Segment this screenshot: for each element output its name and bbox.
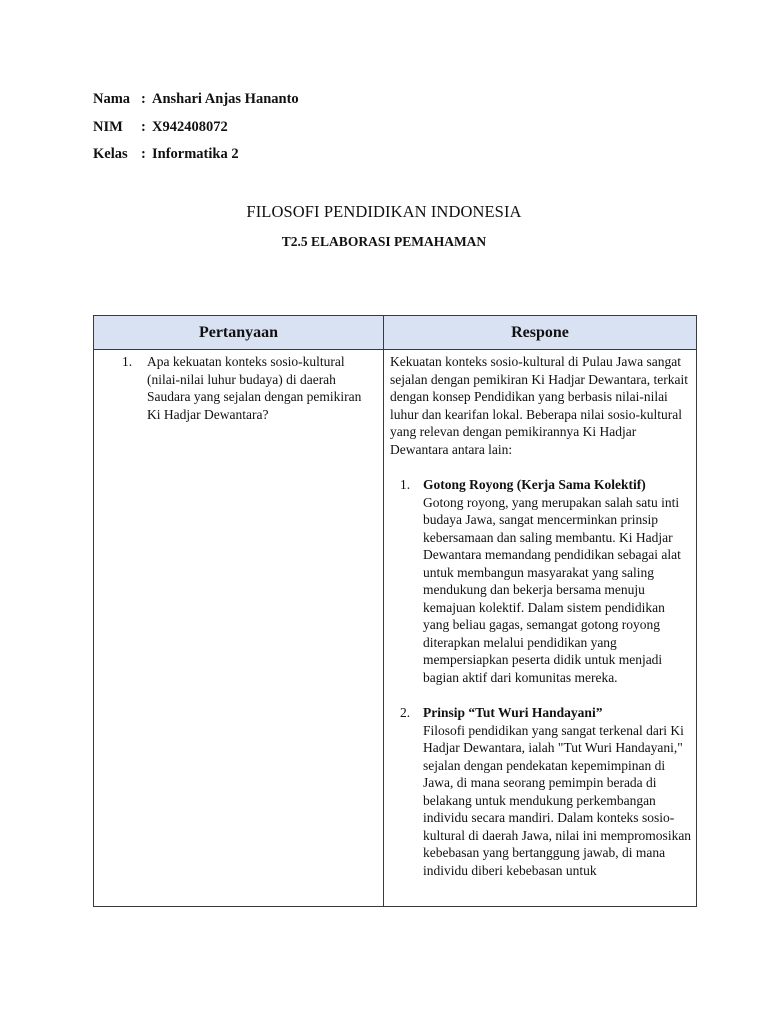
header-response: Respone [511,323,569,341]
name-separator: : [141,91,146,107]
document-subtitle: T2.5 ELABORASI PEMAHAMAN [281,234,487,249]
nim-value: X942408072 [152,118,228,135]
response-item-number: 2. [400,705,411,720]
response-item [390,476,692,686]
name-label: Nama [93,91,131,107]
identity-name-row [93,86,299,114]
response-item-number: 1. [400,477,411,492]
qa-table [93,315,697,907]
response-item-heading: Prinsip “Tut Wuri Handayani” [423,705,603,720]
nim-separator: : [141,118,146,135]
name-value: Anshari Anjas Hananto [152,91,299,107]
class-value: Informatika 2 [152,146,239,162]
response-item-body: Filosofi pendidikan yang sangat terkenal dari Ki Hadjar Dewantara, ialah "Tut Wuri Handayani," sejalan dengan pendekatan kepemimpinan di Jawa, di mana seorang pemimpin berada di belakang untuk mendukung perkembangan individu secara mandiri. Dalam konteks sosio-kultural di daerah Jawa, nilai ini mempromosikan kebebasan yang bertanggung jawab, di mana individu diberi kebebasan untuk [423,722,692,878]
class-label: Kelas [93,146,128,162]
response-intro: Kekuatan konteks sosio-kultural di Pulau Jawa sangat sejalan dengan pemikiran Ki Hadjar Dewantara, terkait dengan konsep Pendidikan yang berbasis nilai-nilai luhur dan kearifan lokal. Beberapa nilai sosio-kultural yang relevan dengan pemikirannya Ki Hadjar Dewantara antara lain: [390,354,688,457]
question-cell [94,350,384,907]
identity-nim-row [93,114,299,142]
question-text: Apa kekuatan konteks sosio-kultural (nilai-nilai luhur budaya) di daerah Saudara yang sejalan dengan pemikiran Ki Hadjar Dewantara? [147,354,362,422]
nim-label: NIM [93,118,123,135]
table-header-row [94,316,696,350]
table-row [94,350,696,907]
response-item-heading: Gotong Royong (Kerja Sama Kolektif) [423,477,646,492]
student-identity [93,86,299,169]
response-item-body: Gotong royong, yang merupakan salah satu inti budaya Jawa, sangat mencerminkan prinsip kebersamaan dan saling membantu. Ki Hadjar Dewantara memandang pendidikan sebagai alat untuk membangun masyarakat yang saling mendukung dan bekerja bersama menuju kemajuan kolektif. Dalam sistem pendidikan yang beliau gagas, semangat gotong royong diterapkan melalui pendidikan yang mempersiapkan peserta didik untuk menjadi bagian aktif dari komunitas mereka. [423,494,681,685]
question-number: 1. [122,354,133,369]
document-title: FILOSOFI PENDIDIKAN INDONESIA [246,202,522,221]
identity-class-row [93,141,299,169]
class-separator: : [141,146,146,162]
response-item [390,704,692,879]
response-cell [384,350,696,907]
header-question: Pertanyaan [94,316,384,349]
